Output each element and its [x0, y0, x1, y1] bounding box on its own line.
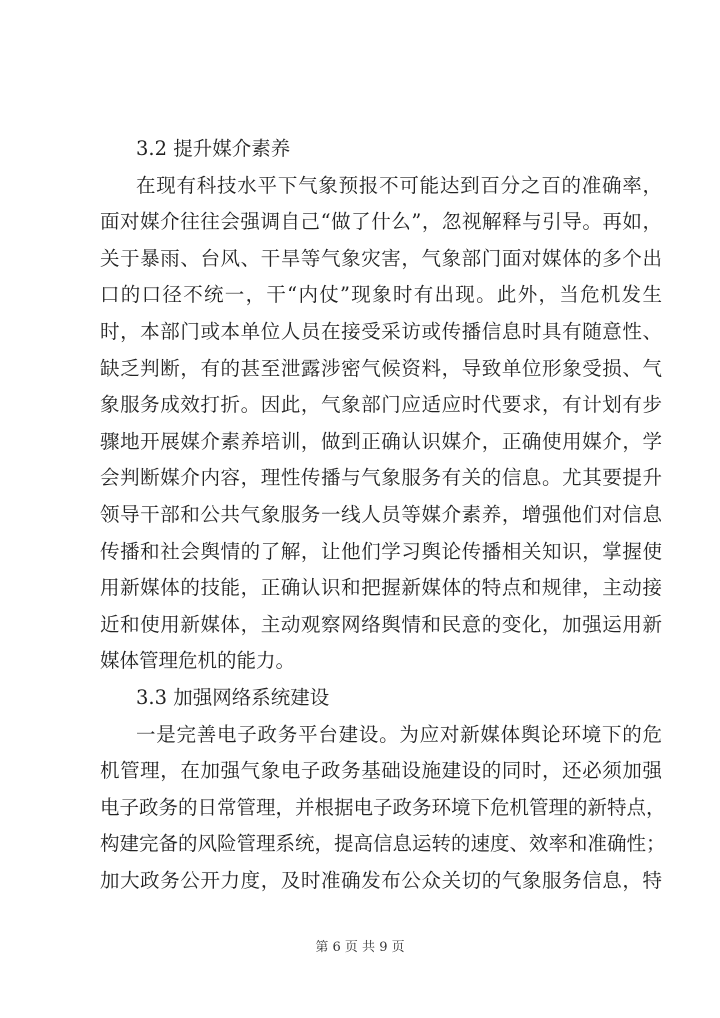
- section-heading: 3.2 提升媒介素养: [136, 137, 291, 160]
- paragraph-line: 构建完备的风险管理系统，提高信息运转的速度、效率和准确性；: [100, 832, 666, 856]
- paragraph-line: 会判断媒介内容，理性传播与气象服务有关的信息。尤其要提升: [100, 466, 662, 490]
- paragraph-line: 口的口径不统一，干“内仗”现象时有出现。此外，当危机发生: [100, 283, 662, 307]
- paragraph-line: 领导干部和公共气象服务一线人员等媒介素养，增强他们对信息: [100, 502, 662, 526]
- paragraph-line: 传播和社会舆情的了解，让他们学习舆论传播相关知识，掌握使: [100, 539, 662, 563]
- paragraph-line: 在现有科技水平下气象预报不可能达到百分之百的准确率，: [136, 173, 662, 197]
- paragraph-line: 用新媒体的技能，正确认识和把握新媒体的特点和规律，主动接: [100, 576, 662, 600]
- paragraph-line: 媒体管理危机的能力。: [100, 649, 296, 673]
- paragraph-line: 象服务成效打折。因此，气象部门应适应时代要求，有计划有步: [100, 393, 662, 417]
- paragraph-line: 电子政务的日常管理，并根据电子政务环境下危机管理的新特点，: [100, 795, 666, 819]
- page-number-footer: 第 6 页 共 9 页: [315, 940, 405, 955]
- paragraph-line: 时，本部门或本单位人员在接受采访或传播信息时具有随意性、: [100, 319, 662, 343]
- document-body: [100, 131, 666, 899]
- paragraph-line: 近和使用新媒体，主动观察网络舆情和民意的变化，加强运用新: [100, 612, 662, 636]
- paragraph-line: 缺乏判断，有的甚至泄露涉密气候资料，导致单位形象受损、气: [100, 356, 662, 380]
- paragraph-line: 关于暴雨、台风、干旱等气象灾害，气象部门面对媒体的多个出: [100, 246, 662, 270]
- paragraph-line: 骤地开展媒介素养培训，做到正确认识媒介，正确使用媒介，学: [100, 429, 662, 453]
- paragraph-line: 一是完善电子政务平台建设。为应对新媒体舆论环境下的危: [136, 722, 662, 746]
- paragraph-line: 加大政务公开力度，及时准确发布公众关切的气象服务信息，特: [100, 868, 662, 892]
- section-heading: 3.3 加强网络系统建设: [136, 685, 330, 709]
- paragraph-line: 面对媒介往往会强调自己“做了什么”，忽视解释与引导。再如，: [100, 210, 662, 234]
- paragraph-line: 机管理，在加强气象电子政务基础设施建设的同时，还必须加强: [100, 759, 662, 783]
